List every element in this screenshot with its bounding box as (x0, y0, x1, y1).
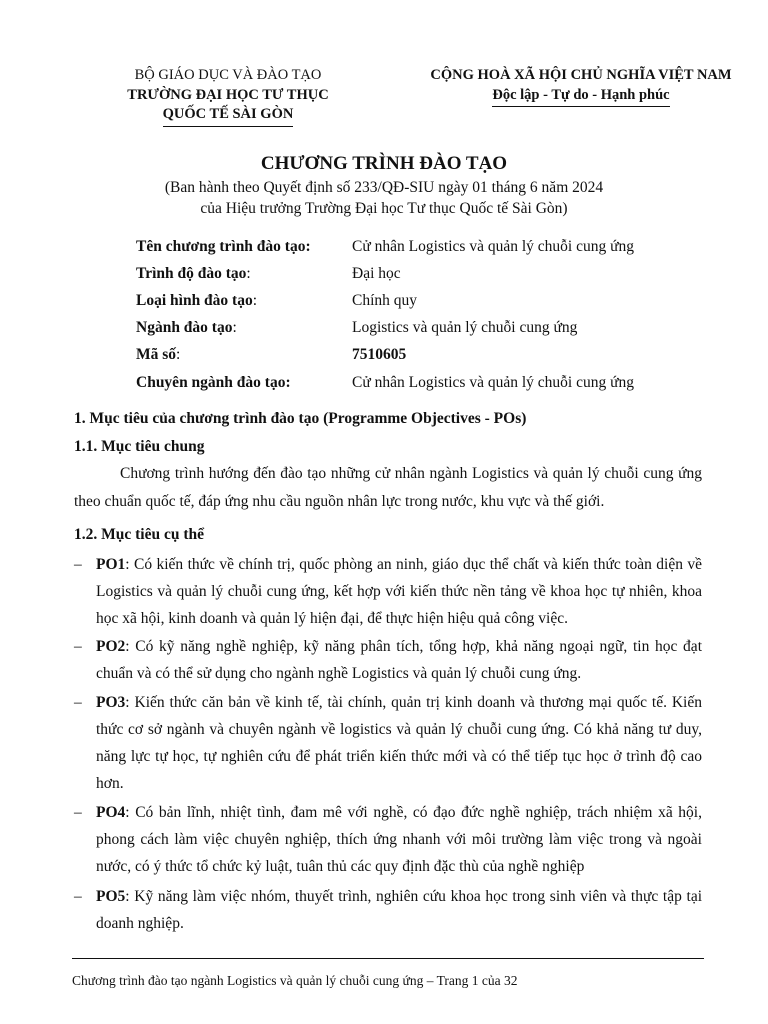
info-label: Loại hình đào tạo (136, 292, 253, 309)
bullet-dash: – (74, 804, 82, 821)
objective-code: PO4 (96, 804, 126, 821)
objective-item (74, 689, 702, 797)
bullet-dash: – (74, 888, 82, 905)
info-label: Mã số (136, 346, 177, 363)
objective-code: PO2 (96, 638, 126, 655)
objective-code: PO3 (96, 694, 126, 711)
objective-text: : Có kiến thức về chính trị, quốc phòng an ninh, giáo dục thể chất và kiến thức toàn diện về Logistics và quản lý chuỗi cung ứng, kết hợp với kiến thức nền tảng về khoa học tự nhiên, khoa học xã hội, kinh doanh và quản lý hiện đại, để thực hiện hiệu quả công việc. (96, 556, 702, 627)
national-header-block (420, 66, 742, 107)
objective-text: : Có bản lĩnh, nhiệt tình, đam mê với nghề, có đạo đức nghề nghiệp, trách nhiệm xã hội, phong cách làm việc chuyên nghiệp, thích ứng nhanh với môi trường làm việc trong và ngoài nước, có ý thức tổ chức kỷ luật, tuân thủ các quy định đặc thù của nghề nghiệp (96, 804, 702, 875)
subsection-heading: 1.1. Mục tiêu chung (74, 438, 205, 455)
general-objective-paragraph (74, 460, 702, 515)
objective-text: : Kiến thức căn bản về kinh tế, tài chính, quản trị kinh doanh và thương mại quốc tế. Kiến thức cơ sở ngành và chuyên ngành về logistics và quản lý chuỗi cung ứng. Có khả năng tư duy, năng lực tự học, tự nghiên cứu để phát triển kiến thức mới và có thể tiếp tục học ở trình độ cao hơn. (96, 694, 702, 792)
document-subtitle (0, 177, 768, 219)
info-label: Tên chương trình đào tạo: (136, 238, 311, 255)
info-value: 7510605 (352, 346, 407, 363)
info-value: Đại học (352, 265, 401, 282)
section-heading: 1. Mục tiêu của chương trình đào tạo (Programme Objectives - POs) (74, 410, 527, 427)
info-label-colon: : (176, 346, 181, 363)
info-label-colon: : (252, 292, 258, 309)
subtitle-line-1: (Ban hành theo Quyết định số 233/QĐ-SIU ngày 01 tháng 6 năm 2024 (164, 179, 604, 196)
document-title: CHƯƠNG TRÌNH ĐÀO TẠO (260, 153, 508, 174)
issuer-block (92, 66, 364, 127)
university-name-line1: TRƯỜNG ĐẠI HỌC TƯ THỤC (127, 86, 329, 103)
university-name-line2: QUỐC TẾ SÀI GÒN (163, 105, 294, 127)
info-value: Cử nhân Logistics và quản lý chuỗi cung ứng (352, 238, 634, 255)
ministry-name: BỘ GIÁO DỤC VÀ ĐÀO TẠO (134, 67, 322, 83)
info-value: Chính quy (352, 292, 418, 309)
objective-item (74, 551, 702, 632)
info-label-colon: : (246, 265, 251, 282)
objective-text: : Có kỹ năng nghề nghiệp, kỹ năng phân tích, tổng hợp, khả năng ngoại ngữ, tin học đạt chuẩn và có thể sử dụng cho ngành nghề Logistics và quản lý chuỗi cung ứng. (96, 638, 702, 682)
info-label: Trình độ đào tạo (136, 265, 247, 282)
bullet-dash: – (74, 556, 82, 573)
subtitle-line-2: của Hiệu trưởng Trường Đại học Tư thục Quốc tế Sài Gòn) (200, 200, 568, 217)
page-footer: Chương trình đào tạo ngành Logistics và quản lý chuỗi cung ứng – Trang 1 của 32 (72, 973, 518, 988)
national-motto: Độc lập - Tự do - Hạnh phúc (492, 86, 669, 108)
objective-item (74, 633, 702, 687)
objective-item (74, 799, 702, 880)
subsection-heading: 1.2. Mục tiêu cụ thể (74, 526, 205, 543)
objective-code: PO1 (96, 556, 126, 573)
country-name: CỘNG HOÀ XÃ HỘI CHỦ NGHĨA VIỆT NAM (430, 67, 732, 83)
paragraph-text: Chương trình hướng đến đào tạo những cử nhân ngành Logistics và quản lý chuỗi cung ứng theo chuẩn quốc tế, đáp ứng nhu cầu nguồn nhân lực trong nước, khu vực và thế giới. (74, 465, 702, 510)
info-label: Ngành đào tạo (136, 319, 233, 336)
objective-text: : Kỹ năng làm việc nhóm, thuyết trình, nghiên cứu khoa học trong sinh viên và thực tập tại doanh nghiệp. (96, 888, 702, 932)
info-value: Logistics và quản lý chuỗi cung ứng (352, 319, 578, 336)
bullet-dash: – (74, 638, 82, 655)
info-label-colon: : (232, 319, 237, 336)
footer-divider (72, 958, 704, 959)
objective-code: PO5 (96, 888, 126, 905)
info-value: Cử nhân Logistics và quản lý chuỗi cung ứng (352, 374, 634, 391)
bullet-dash: – (74, 694, 82, 711)
info-label: Chuyên ngành đào tạo: (136, 374, 291, 391)
objective-item (74, 883, 702, 937)
